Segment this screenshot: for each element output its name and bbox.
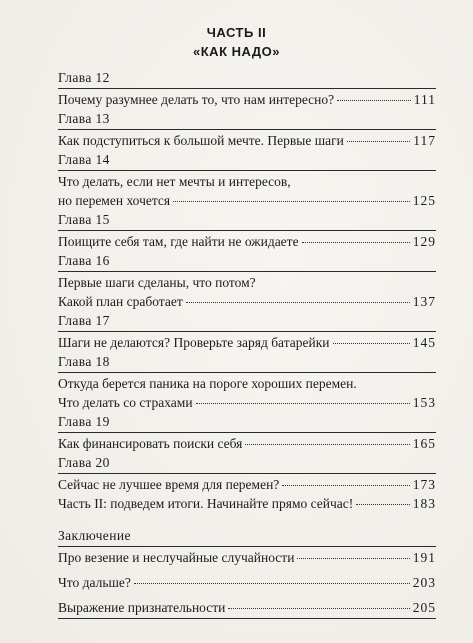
toc-entry[interactable] [58, 548, 436, 567]
dot-leader [245, 444, 409, 445]
toc-entry-row [58, 191, 436, 210]
toc-entry-title: Шаги не делаются? Проверьте заряд батарейки [58, 335, 330, 350]
chapter-label: Глава 16 [58, 253, 110, 268]
dot-leader [186, 302, 410, 303]
page-number: 117 [413, 133, 436, 148]
toc-entry-row [58, 598, 436, 617]
toc-entry-title: Откуда берется паника на пороге хороших перемен. [58, 376, 357, 391]
dot-leader [282, 485, 409, 486]
toc-entry-title: Сейчас не лучшее время для перемен? [58, 477, 280, 492]
toc-entry-row [58, 232, 436, 251]
toc-entry[interactable] [58, 573, 436, 592]
chapter-label: Глава 19 [58, 414, 110, 429]
toc-entry-row [58, 548, 436, 567]
toc-rule [58, 129, 436, 130]
dot-leader [173, 201, 410, 202]
toc-entry[interactable] [58, 172, 436, 210]
toc-entry-title-line: Что делать, если нет мечты и интересов, [58, 174, 291, 189]
toc-rule [58, 618, 436, 619]
toc-entry[interactable] [58, 598, 436, 617]
chapter-label: Глава 20 [58, 455, 110, 470]
dot-leader [356, 504, 409, 505]
toc-rule [58, 88, 436, 89]
toc-entry-title: Про везение и неслучайные случайности [58, 550, 295, 565]
toc-entry-title: Что дальше? [58, 575, 131, 590]
toc-entry-row [58, 475, 436, 494]
dot-leader [228, 608, 409, 609]
toc-entry-title: Как финансировать поиски себя [58, 436, 243, 451]
page-number: 125 [412, 193, 436, 208]
toc-entry[interactable] [58, 131, 436, 150]
toc-entry-row [58, 90, 436, 109]
part-title: «КАК НАДО» [193, 44, 280, 59]
chapter-label: Глава 15 [58, 212, 110, 227]
toc-entry[interactable] [58, 273, 436, 311]
chapter-label: Глава 17 [58, 313, 110, 328]
toc-entry-row [58, 333, 436, 352]
toc-rule [58, 546, 436, 547]
toc-rule [58, 230, 436, 231]
toc-entry-row [58, 393, 436, 412]
dot-leader [337, 100, 411, 101]
chapter-label: Глава 18 [58, 354, 110, 369]
toc-entry-title: Как подступиться к большой мечте. Первые шаги [58, 133, 344, 148]
page-number: 191 [412, 550, 436, 565]
toc-rule [58, 331, 436, 332]
toc-entry-title: Какой план сработает [58, 294, 183, 309]
section-gap [58, 513, 436, 526]
dot-leader [347, 141, 410, 142]
toc-entry-title: Почему разумнее делать то, что нам интересно? [58, 92, 335, 107]
toc-entry[interactable] [58, 333, 436, 352]
toc-entry-title: Что делать со страхами [58, 395, 193, 410]
toc-rule [58, 473, 436, 474]
page-number: 129 [412, 234, 436, 249]
chapter-label: Глава 14 [58, 152, 110, 167]
toc-entry[interactable] [58, 232, 436, 251]
toc-entry-title: Поищите себя там, где найти не ожидаете [58, 234, 299, 249]
toc-entry[interactable] [58, 374, 436, 393]
page-number: 205 [412, 600, 436, 615]
page-number: 173 [412, 477, 436, 492]
toc-entry[interactable] [58, 475, 436, 494]
toc-entry-row [58, 434, 436, 453]
toc-entry-title: но перемен хочется [58, 193, 171, 208]
dot-leader [302, 242, 410, 243]
toc-rule [58, 432, 436, 433]
part-label: ЧАСТЬ II [206, 25, 267, 40]
dot-leader [134, 583, 410, 584]
toc-entry[interactable] [58, 434, 436, 453]
dot-leader [196, 403, 410, 404]
page-number: 203 [412, 575, 436, 590]
dot-leader [333, 343, 410, 344]
page-number: 183 [412, 496, 436, 511]
conclusion-label: Заключение [58, 528, 131, 543]
page-number: 165 [412, 436, 436, 451]
toc-entry-row [58, 573, 436, 592]
toc-entry[interactable] [58, 494, 436, 513]
toc-entry-title-line: Первые шаги сделаны, что потом? [58, 275, 256, 290]
page-number: 137 [412, 294, 436, 309]
chapter-label: Глава 12 [58, 70, 110, 85]
page-number: 153 [412, 395, 436, 410]
table-of-contents [58, 68, 436, 620]
toc-rule [58, 372, 436, 373]
dot-leader [297, 558, 409, 559]
toc-entry[interactable] [58, 90, 436, 109]
toc-rule [58, 170, 436, 171]
page-number: 111 [413, 92, 436, 107]
chapter-label: Глава 13 [58, 111, 110, 126]
toc-entry-title: Выражение признательности [58, 600, 226, 615]
page-number: 145 [412, 335, 436, 350]
toc-rule [58, 271, 436, 272]
toc-entry-title: Часть II: подведем итоги. Начинайте прямо сейчас! [58, 496, 354, 511]
toc-entry[interactable] [58, 393, 436, 412]
toc-entry-row [58, 494, 436, 513]
toc-entry-row [58, 131, 436, 150]
toc-entry-row [58, 374, 436, 393]
toc-entry-row [58, 292, 436, 311]
